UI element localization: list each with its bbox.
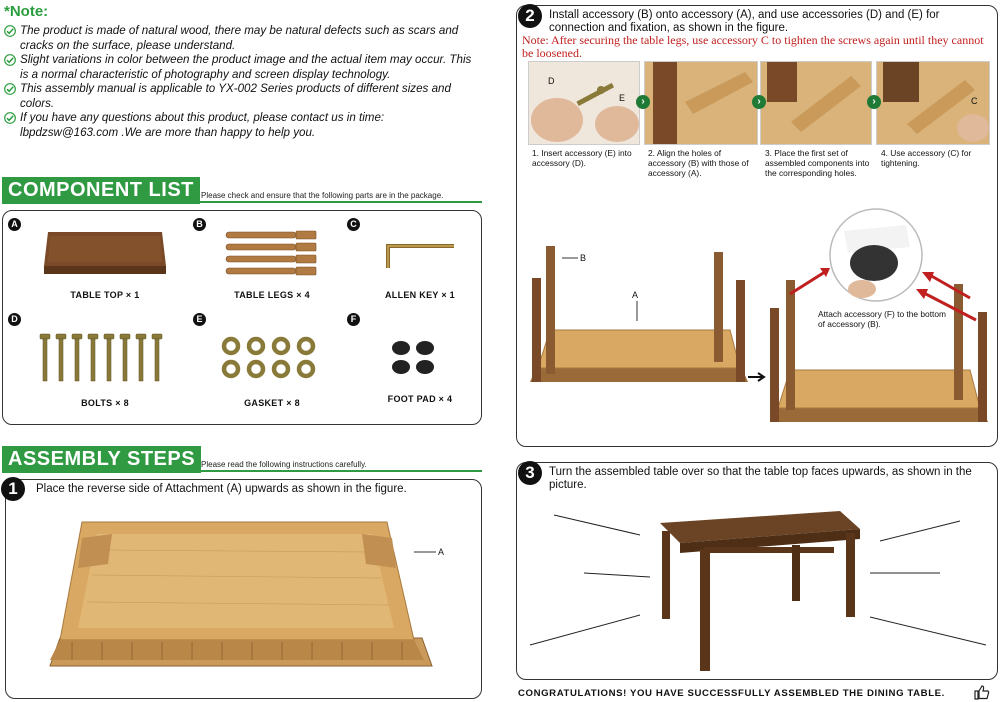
check-icon [4,54,16,66]
component-label: TABLE TOP × 1 [70,290,140,300]
component-list-underline [2,201,482,203]
leg-align-illustration [645,62,757,144]
component-label: GASKET × 8 [244,398,300,408]
hand-bolt-illustration [529,62,639,144]
assembly-steps-underline [2,470,482,472]
label-line [414,549,436,555]
step2-note: Note: After securing the table legs, use accessory C to tighten the screws again until they cannot be loosened. [522,33,984,60]
next-arrow-icon: › [752,95,766,109]
assembly-steps-subtitle: Please read the following instructions carefully. [201,460,367,469]
right-arrow-icon [748,372,768,382]
red-arrow-icon [786,262,836,298]
step1-text: Place the reverse side of Attachment (A) upwards as shown in the figure. [36,483,407,495]
check-icon [4,25,16,37]
component-label: FOOT PAD × 4 [387,394,453,404]
note-item: If you have any questions about this product, please contact us in time: lbpdzsw@163.com .We are more than happy to help you. [4,111,474,140]
component-label: TABLE LEGS × 4 [234,290,310,300]
label-line [562,256,578,260]
step2-label-b: B [580,253,587,263]
component-label: ALLEN KEY × 1 [384,290,455,300]
next-arrow-icon: › [867,95,881,109]
step1-table-frame-image [42,520,437,675]
component-letter: D [8,313,21,326]
step2-label-a: A [632,290,639,300]
step3-number: 3 [518,461,542,485]
step2-text: Install accessory (B) onto accessory (A), and use accessories (D) and (E) for connection and fixation, as shown in the figure. [549,9,940,34]
congrats-text: CONGRATULATIONS! YOU HAVE SUCCESSFULLY ASSEMBLED THE DINING TABLE. [518,688,945,699]
gasket-image [220,336,320,380]
table-top-image [40,230,170,278]
substep1-label-e: E [619,93,626,103]
next-arrow-icon: › [636,95,650,109]
note-list [4,24,474,140]
note-item: Slight variations in color between the product image and the actual item may occur. This is a normal characteristic of photography and screen display technology. [4,53,474,82]
substep1-label-d: D [548,76,555,86]
step1-number: 1 [1,477,25,501]
component-letter: B [193,218,206,231]
substep-caption: 4. Use accessory (C) for tightening. [881,148,972,168]
table-legs-image [224,230,320,280]
note-item: The product is made of natural wood, there may be natural defects such as scars and cracks on the surface, please understand. [4,24,474,53]
step2-table-legs-image [526,244,752,394]
foot-pad-zoom-image [828,207,924,303]
step1-label-a: A [438,547,445,557]
note-item: This assembly manual is applicable to YX-002 Series products of different sizes and colors. [4,82,474,111]
component-list-subtitle: Please check and ensure that the following parts are in the package. [201,191,444,200]
substep4-label-c: C [971,96,978,106]
component-label: BOLTS × 8 [81,398,129,408]
foot-pad-image [390,340,438,376]
substep-caption: 1. Insert accessory (E) into accessory (D). [532,148,632,168]
substep-caption: 2. Align the holes of accessory (B) with those of accessory (A). [648,148,749,178]
components-place-illustration [761,62,871,144]
substep-image-1 [528,61,640,145]
substep-image-2 [644,61,758,145]
check-icon [4,112,16,124]
note-title: *Note: [4,3,49,20]
label-line [635,301,639,321]
allen-key-image [380,238,460,274]
step3-dining-table-image [520,505,990,677]
component-list-title: COMPONENT LIST [2,177,200,204]
attach-caption: Attach accessory (F) to the bottom of accessory (B). [818,309,947,329]
bolts-image [38,332,170,384]
component-letter: E [193,313,206,326]
component-letter: F [347,313,360,326]
substep-image-3 [760,61,872,145]
step3-text: Turn the assembled table over so that the table top faces upwards, as shown in the picture. [549,466,972,491]
assembly-steps-title: ASSEMBLY STEPS [2,446,201,473]
component-letter: A [8,218,21,231]
substep-caption: 3. Place the first set of assembled components into the corresponding holes. [765,148,870,178]
step2-number: 2 [518,4,542,28]
check-icon [4,83,16,95]
component-letter: C [347,218,360,231]
thumbs-up-icon [974,684,990,700]
